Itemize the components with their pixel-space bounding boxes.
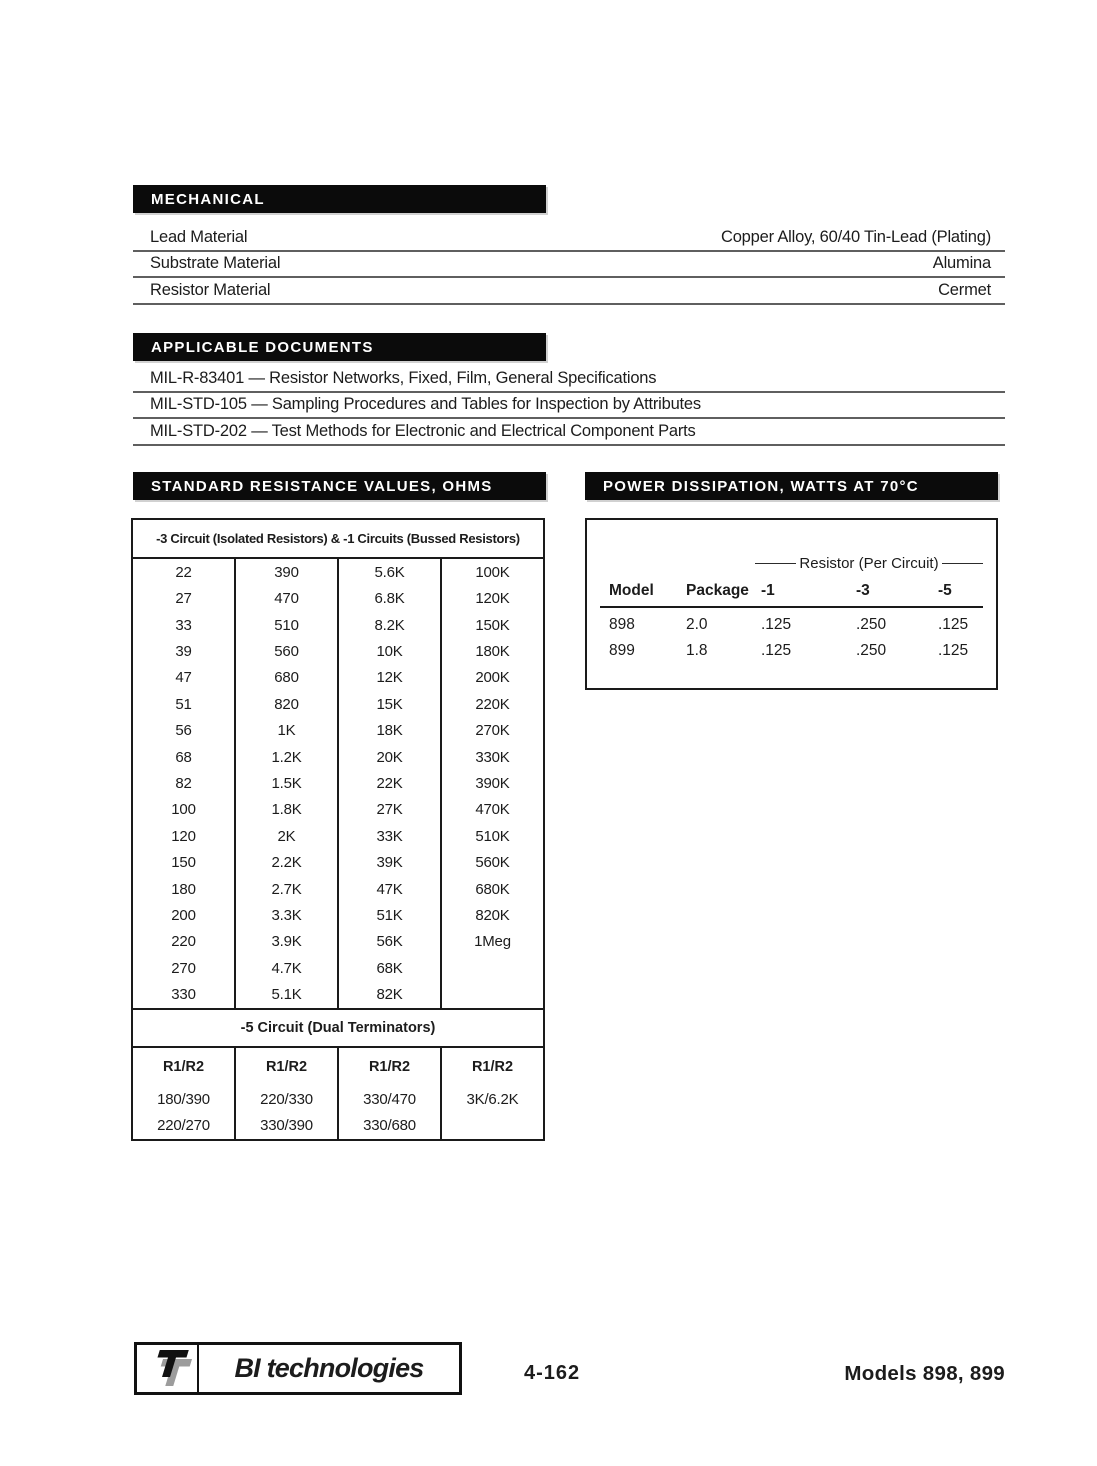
cell-watts: .250 <box>856 616 887 633</box>
list-item: MIL-R-83401 — Resistor Networks, Fixed, Film, General Specifications <box>133 366 1005 393</box>
spec-value: Cermet <box>938 280 991 299</box>
resistance-value: 180 <box>171 880 196 898</box>
resistance-value: 51 <box>175 695 192 713</box>
resistance-value: 82 <box>175 774 192 792</box>
resistance-value: 47K <box>376 880 403 898</box>
resistance-column <box>236 559 339 1008</box>
spec-label: Resistor Material <box>150 280 271 299</box>
resistance-value: 2K <box>277 827 296 845</box>
resistance-value: 33K <box>376 827 403 845</box>
resistance-value: 510 <box>274 616 299 634</box>
resistance-value: 68 <box>175 748 192 766</box>
resistance-value: 12K <box>376 669 403 687</box>
table-row <box>133 252 1005 279</box>
cell-package: 1.8 <box>686 642 708 659</box>
r1-r2-column-header: R1/R2 <box>162 1059 205 1075</box>
power-dissipation-table <box>585 518 998 690</box>
resistance-table-header: -3 Circuit (Isolated Resistors) & -1 Circuits (Bussed Resistors) <box>133 520 543 559</box>
table-row <box>133 278 1005 305</box>
dual-terminator-column <box>339 1048 442 1139</box>
cell-watts: .125 <box>761 642 792 659</box>
resistance-value: 1Meg <box>474 933 511 951</box>
resistance-value: 18K <box>376 722 403 740</box>
resistance-value: 560K <box>475 854 510 872</box>
resistance-value: 2.7K <box>271 880 302 898</box>
spec-value: Copper Alloy, 60/40 Tin-Lead (Plating) <box>720 227 991 246</box>
resistance-value: 4.7K <box>271 959 302 977</box>
resistance-value: 22 <box>175 563 192 581</box>
resistance-value: 5.1K <box>271 986 302 1004</box>
resistance-value: 220K <box>475 695 510 713</box>
rule-line <box>942 563 983 564</box>
resistance-value: 330 <box>171 986 196 1004</box>
span-header-label: Resistor (Per Circuit) <box>799 554 939 572</box>
resistance-value: 470 <box>274 590 299 608</box>
resistance-value: 220 <box>171 933 196 951</box>
resistance-value: 56K <box>376 933 403 951</box>
tt-monogram-svg <box>141 1346 193 1392</box>
resistance-value: 27 <box>175 590 192 608</box>
resistance-value: 270K <box>475 722 510 740</box>
cell-package: 2.0 <box>686 616 708 633</box>
resistance-value: 390 <box>274 563 299 581</box>
resistance-value: 1.8K <box>271 801 302 819</box>
dual-terminator-value: 220/270 <box>157 1117 210 1135</box>
cell-model: 898 <box>609 616 635 633</box>
resistance-value: 120K <box>475 590 510 608</box>
dual-terminator-value: 3K/6.2K <box>466 1090 519 1108</box>
resistance-column <box>442 559 543 1008</box>
r1-r2-column-header: R1/R2 <box>368 1059 411 1075</box>
standard-resistance-table <box>131 518 545 1141</box>
resistance-value: 5.6K <box>374 563 405 581</box>
dual-terminator-value: 220/330 <box>260 1090 313 1108</box>
bi-technologies-logo <box>134 1342 462 1395</box>
resistance-value: 100K <box>475 563 510 581</box>
r1-r2-column-header: R1/R2 <box>265 1059 308 1075</box>
resistance-value: 390K <box>475 774 510 792</box>
resistance-grid <box>133 559 543 1010</box>
resistance-value: 1K <box>277 722 296 740</box>
resistance-value: 270 <box>171 959 196 977</box>
resistance-value: 39K <box>376 854 403 872</box>
column-header: -1 <box>761 582 775 599</box>
cell-watts: .125 <box>938 616 969 633</box>
page-number: 4-162 <box>524 1362 581 1384</box>
resistance-value: 560 <box>274 642 299 660</box>
resistance-value: 22K <box>376 774 403 792</box>
resistance-value: 470K <box>475 801 510 819</box>
logo-wordmark: BI technologies <box>234 1353 424 1383</box>
resistance-value: 51K <box>376 906 403 924</box>
dual-terminator-value <box>442 1113 543 1140</box>
resistor-per-circuit-span-header <box>755 550 983 576</box>
resistance-value: 33 <box>175 616 192 634</box>
column-header: -3 <box>856 582 870 599</box>
section-header-applicable-documents <box>133 333 546 361</box>
resistance-value: 820 <box>274 695 299 713</box>
r1-r2-column-header: R1/R2 <box>471 1059 514 1075</box>
table-row <box>587 612 996 638</box>
power-table-column-headers <box>587 578 996 604</box>
section-title: STANDARD RESISTANCE VALUES, OHMS <box>151 477 493 495</box>
table-row <box>587 638 996 664</box>
table-row <box>133 225 1005 252</box>
resistance-value: 10K <box>376 642 403 660</box>
dual-terminator-value: 180/390 <box>157 1090 210 1108</box>
resistance-value: 2.2K <box>271 854 302 872</box>
resistance-value: 150K <box>475 616 510 634</box>
resistance-value: 3.3K <box>271 906 302 924</box>
resistance-value: 330K <box>475 748 510 766</box>
resistance-value: 8.2K <box>374 616 405 634</box>
section-title: MECHANICAL <box>151 190 265 208</box>
section-header-standard-resistance-values <box>133 472 546 500</box>
resistance-value: 120 <box>171 827 196 845</box>
header-rule <box>600 606 983 608</box>
resistance-value: 180K <box>475 642 510 660</box>
resistance-value <box>442 982 543 1008</box>
resistance-value: 3.9K <box>271 933 302 951</box>
resistance-value: 6.8K <box>374 590 405 608</box>
section-header-mechanical <box>133 185 546 213</box>
dual-terminator-column <box>236 1048 339 1139</box>
resistance-value: 680 <box>274 669 299 687</box>
dual-grid <box>133 1048 543 1139</box>
resistance-value: 47 <box>175 669 192 687</box>
resistance-value: 510K <box>475 827 510 845</box>
resistance-value: 200K <box>475 669 510 687</box>
cell-model: 899 <box>609 642 635 659</box>
resistance-value: 27K <box>376 801 403 819</box>
cell-watts: .250 <box>856 642 887 659</box>
dual-terminator-column <box>133 1048 236 1139</box>
list-item: MIL-STD-105 — Sampling Procedures and Tables for Inspection by Attributes <box>133 393 1005 420</box>
column-header: Package <box>686 582 749 599</box>
resistance-value: 820K <box>475 906 510 924</box>
spec-label: Lead Material <box>150 227 248 246</box>
resistance-column <box>339 559 442 1008</box>
resistance-value: 1.2K <box>271 748 302 766</box>
footer-models-label: Models 898, 899 <box>844 1362 1005 1385</box>
resistance-value <box>442 955 543 981</box>
resistance-value: 68K <box>376 959 403 977</box>
resistance-value: 82K <box>376 986 403 1004</box>
dual-terminator-column <box>442 1048 543 1139</box>
resistance-value: 1.5K <box>271 774 302 792</box>
dual-terminator-value: 330/470 <box>363 1090 416 1108</box>
resistance-column <box>133 559 236 1008</box>
dual-terminators-header: -5 Circuit (Dual Terminators) <box>133 1010 543 1048</box>
resistance-value: 150 <box>171 854 196 872</box>
resistance-value: 56 <box>175 722 192 740</box>
section-title: APPLICABLE DOCUMENTS <box>151 338 374 356</box>
mechanical-spec-table <box>133 225 1005 305</box>
resistance-value: 39 <box>175 642 192 660</box>
resistance-value: 680K <box>475 880 510 898</box>
resistance-value: 15K <box>376 695 403 713</box>
cell-watts: .125 <box>761 616 792 633</box>
rule-line <box>755 563 796 564</box>
section-title: POWER DISSIPATION, WATTS AT 70°C <box>603 477 919 495</box>
resistance-value: 100 <box>171 801 196 819</box>
tt-monogram-icon <box>137 1345 199 1392</box>
spec-label: Substrate Material <box>150 254 281 272</box>
section-header-power-dissipation <box>585 472 998 500</box>
dual-terminator-value: 330/390 <box>260 1117 313 1135</box>
applicable-documents-list <box>133 366 1005 446</box>
dual-terminator-value: 330/680 <box>363 1117 416 1135</box>
resistance-value: 200 <box>171 906 196 924</box>
cell-watts: .125 <box>938 642 969 659</box>
column-header: -5 <box>938 582 952 599</box>
list-item: MIL-STD-202 — Test Methods for Electronic and Electrical Component Parts <box>133 419 1005 446</box>
column-header: Model <box>609 582 654 599</box>
resistance-value: 20K <box>376 748 403 766</box>
spec-value: Alumina <box>932 254 991 272</box>
